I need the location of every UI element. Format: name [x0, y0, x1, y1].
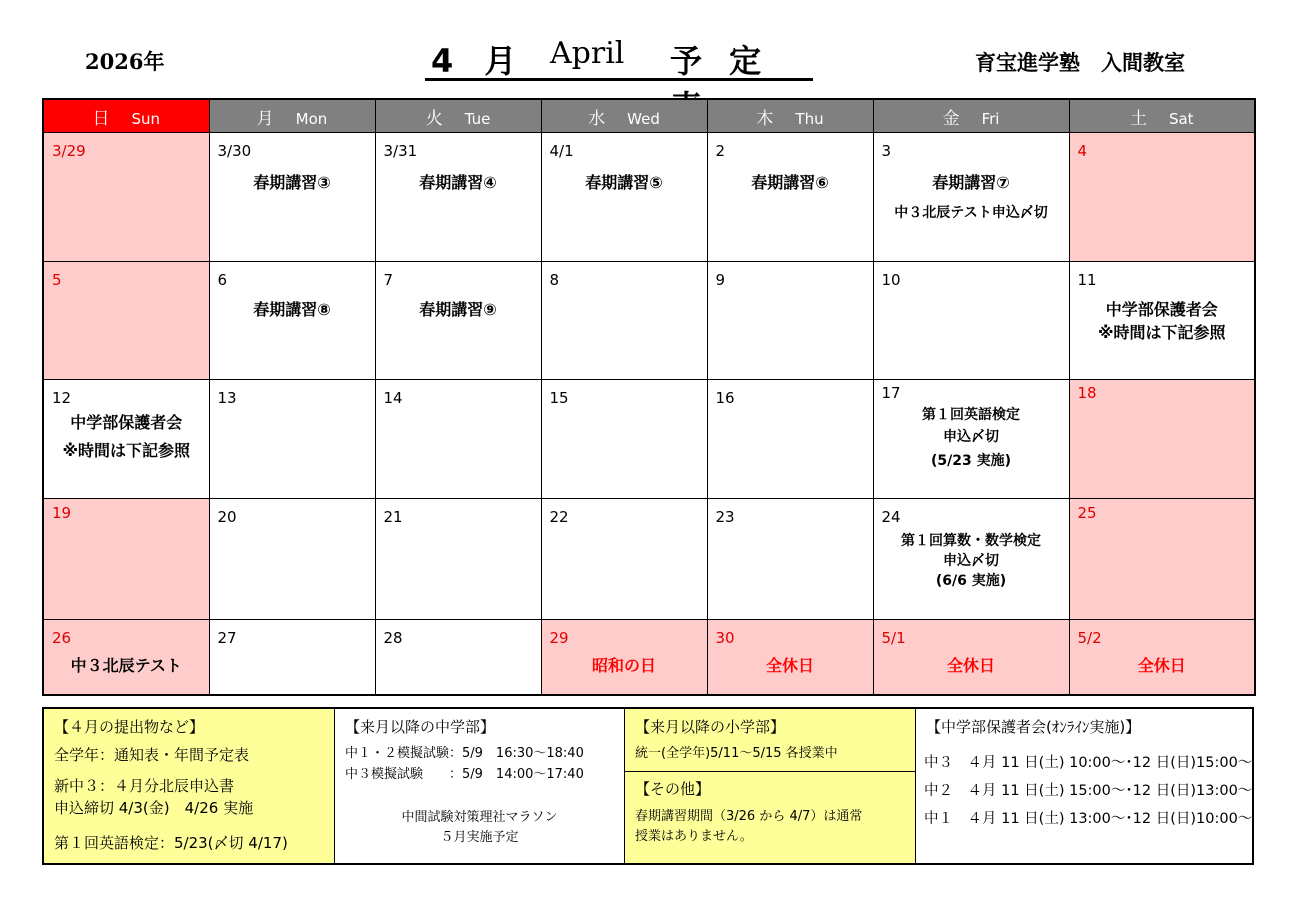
day-cell [707, 499, 873, 620]
day-cell [209, 262, 375, 380]
day-cell [209, 380, 375, 499]
parents-meeting-title: 【中学部保護者会(ｵﾝﾗｲﾝ実施)】 [926, 718, 1141, 736]
day-cell [541, 262, 707, 380]
weekday-header-wed: 水 Wed [541, 99, 707, 133]
day-cell [209, 499, 375, 620]
date-number: 4/1 [549, 142, 574, 160]
calendar-grid [42, 98, 1256, 696]
weekday-header-sat: 土 Sat [1069, 99, 1255, 133]
event-text: 申込〆切 [943, 429, 999, 445]
day-cell [375, 499, 541, 620]
day-cell [707, 133, 873, 262]
holiday-label: 全休日 [765, 656, 814, 675]
elementary-other-box [625, 709, 916, 863]
event-text: 中学部保護者会 [70, 413, 183, 432]
submissions-line: 申込締切 4/3(金) 4/26 実施 [54, 799, 254, 817]
date-number: 21 [383, 508, 403, 526]
week-row [43, 499, 1255, 620]
date-number: 7 [383, 271, 394, 289]
event-text: (5/23 実施) [930, 453, 1011, 469]
day-cell [1069, 499, 1255, 620]
date-number: 15 [549, 389, 569, 407]
event-text: 中学部保護者会 [1105, 300, 1218, 319]
event-text: ※時間は下記参照 [1097, 323, 1226, 342]
day-cell [375, 262, 541, 380]
event-text: 中３北辰テスト [70, 656, 182, 675]
date-number: 29 [549, 629, 569, 647]
elementary-next-line: 統一(全学年)5/11～5/15 各授業中 [635, 746, 838, 761]
event-text: (6/6 実施) [935, 573, 1007, 589]
other-title: 【その他】 [635, 780, 711, 798]
date-number: 27 [217, 629, 237, 647]
event-text: 中３北辰テスト申込〆切 [894, 205, 1048, 221]
event-text: 第１回算数・数学検定 [901, 533, 1041, 549]
date-number: 5/1 [881, 629, 906, 647]
submissions-line: 第１回英語検定：5/23(〆切 4/17) [54, 834, 288, 852]
date-number: 12 [52, 389, 72, 407]
title-schedule: 予 定 [670, 42, 770, 80]
weekday-header-sun: 日 Sun [43, 99, 209, 133]
date-number: 5/2 [1077, 629, 1102, 647]
weekday-header-row [43, 99, 1255, 133]
day-cell [209, 620, 375, 696]
weekday-header-tue: 火 Tue [375, 99, 541, 133]
date-number: 3/29 [52, 142, 86, 160]
day-cell [43, 499, 209, 620]
day-cell [541, 620, 707, 696]
date-number: 11 [1077, 271, 1097, 289]
event-text: 春期講習⑤ [585, 173, 663, 192]
day-cell [873, 380, 1069, 499]
day-cell [209, 133, 375, 262]
other-line: 授業はありません。 [635, 829, 753, 844]
date-number: 22 [549, 508, 569, 526]
day-cell [1069, 133, 1255, 262]
day-cell [873, 133, 1069, 262]
date-number: 28 [383, 629, 403, 647]
event-text: ※時間は下記参照 [62, 441, 191, 460]
event-text: 春期講習⑥ [751, 173, 829, 192]
date-number: 5 [52, 271, 62, 289]
day-cell [43, 133, 209, 262]
date-number: 25 [1077, 504, 1097, 522]
holiday-label: 全休日 [946, 656, 995, 675]
date-number: 30 [715, 629, 735, 647]
day-cell [707, 262, 873, 380]
date-number: 3 [881, 142, 892, 160]
day-cell [541, 499, 707, 620]
junior-next-box [335, 709, 625, 863]
day-cell [375, 133, 541, 262]
date-number: 10 [881, 271, 901, 289]
year-label: 2026年 [85, 49, 165, 74]
parents-meeting-line: 中２ ４月 11 日(土) 15:00～･12 日(日)13:00～ [924, 783, 1253, 799]
week-row [43, 620, 1255, 696]
date-number: 18 [1077, 384, 1097, 402]
week-row [43, 262, 1255, 380]
day-cell [541, 133, 707, 262]
junior-next-title: 【来月以降の中学部】 [345, 718, 496, 736]
parents-meeting-line: 中１ ４月 11 日(土) 13:00～･12 日(日)10:00～ [924, 811, 1253, 827]
submissions-line: 新中３：４月分北辰申込書 [54, 777, 235, 795]
weekday-header-fri: 金 Fri [873, 99, 1069, 133]
day-cell [1069, 262, 1255, 380]
parents-meeting-line: 中３ ４月 11 日(土) 10:00～･12 日(日)15:00～ [924, 755, 1253, 771]
day-cell [873, 262, 1069, 380]
date-number: 9 [715, 271, 726, 289]
submissions-title: 【４月の提出物など】 [54, 718, 205, 736]
junior-next-line: 中間試験対策理社マラソン [401, 810, 558, 825]
event-text: 春期講習④ [419, 173, 497, 192]
date-number: 3/31 [383, 142, 418, 160]
date-number: 26 [52, 629, 72, 647]
school-name: 育宝進学塾 入間教室 [975, 50, 1185, 75]
day-cell [873, 620, 1069, 696]
elementary-next-title: 【来月以降の小学部】 [635, 718, 786, 736]
event-text: 春期講習⑧ [253, 300, 331, 319]
junior-next-line: 中１・２模擬試験：5/9 16:30～18:40 [345, 746, 584, 761]
page-title [425, 34, 813, 81]
event-text: 春期講習⑦ [932, 173, 1010, 192]
day-cell [375, 380, 541, 499]
event-text: 春期講習③ [253, 173, 331, 192]
day-cell [43, 262, 209, 380]
date-number: 19 [52, 504, 72, 522]
date-number: 14 [383, 389, 403, 407]
date-number: 3/30 [217, 142, 252, 160]
junior-next-line: ５月実施予定 [440, 830, 519, 845]
date-number: 2 [715, 142, 726, 160]
day-cell [1069, 620, 1255, 696]
submissions-line: 全学年：通知表・年間予定表 [54, 746, 250, 764]
day-cell [707, 620, 873, 696]
notes-panel [42, 707, 1254, 865]
other-line: 春期講習期間（3/26 から 4/7）は通常 [635, 809, 863, 824]
date-number: 23 [715, 508, 735, 526]
holiday-label: 昭和の日 [591, 656, 656, 675]
parents-meeting-box [916, 709, 1252, 863]
date-number: 17 [881, 384, 901, 402]
date-number: 4 [1077, 142, 1088, 160]
weekday-header-mon: 月 Mon [209, 99, 375, 133]
date-number: 20 [217, 508, 237, 526]
title-month: 4 月 [431, 42, 527, 80]
day-cell [43, 380, 209, 499]
title-month-en: April [550, 36, 625, 71]
date-number: 6 [217, 271, 228, 289]
day-cell [1069, 380, 1255, 499]
week-row [43, 133, 1255, 262]
date-number: 24 [881, 508, 901, 526]
event-text: 申込〆切 [943, 553, 999, 569]
day-cell [375, 620, 541, 696]
submissions-box [44, 709, 335, 863]
weekday-header-thu: 木 Thu [707, 99, 873, 133]
elementary-next-section [625, 709, 915, 772]
day-cell [707, 380, 873, 499]
day-cell [541, 380, 707, 499]
holiday-label: 全休日 [1137, 656, 1186, 675]
day-cell [43, 620, 209, 696]
event-text: 第１回英語検定 [922, 407, 1020, 423]
event-text: 春期講習⑨ [419, 300, 497, 319]
day-cell [873, 499, 1069, 620]
junior-next-line: 中３模擬試験 ：5/9 14:00～17:40 [345, 767, 584, 782]
date-number: 16 [715, 389, 735, 407]
date-number: 13 [217, 389, 237, 407]
date-number: 8 [549, 271, 560, 289]
week-row [43, 380, 1255, 499]
